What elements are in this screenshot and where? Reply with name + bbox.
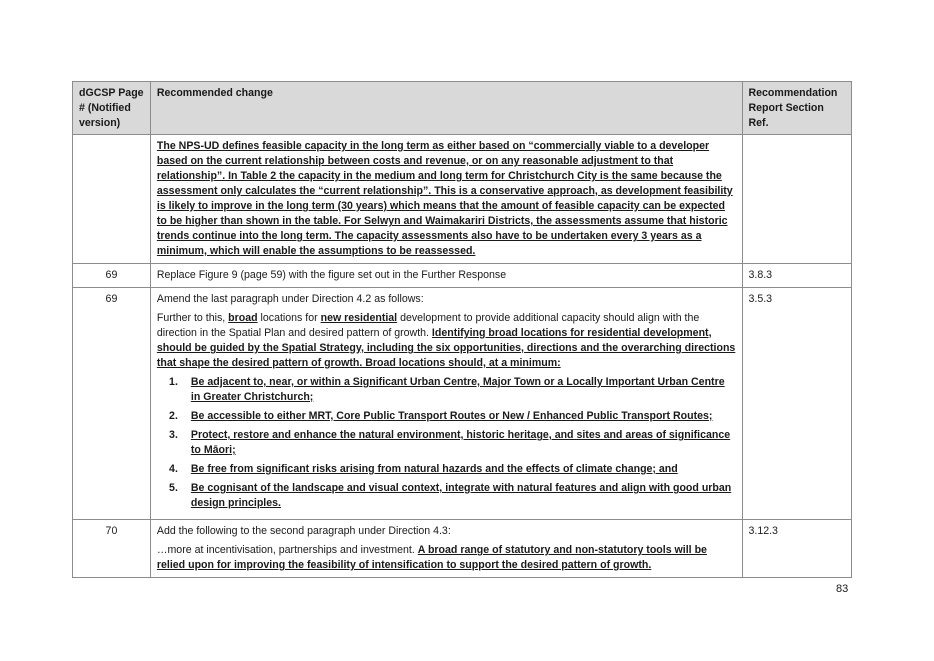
table-row — [73, 288, 852, 520]
list-item: 1. Be adjacent to, near, or within a Significant Urban Centre, Major Town or a Locally Important Urban Centre in Greater Christchurch; — [169, 376, 725, 403]
row-change — [150, 135, 742, 264]
list-item: 3. Protect, restore and enhance the natural environment, historic heritage, and sites and areas of significance to Māori; — [169, 429, 731, 456]
header-section-ref: Recommendation Report Section Ref. — [742, 82, 852, 135]
list-item: 5. Be cognisant of the landscape and visual context, integrate with natural features and align with good urban design principles. — [169, 482, 732, 509]
criteria-list — [157, 375, 736, 511]
table-row — [73, 135, 852, 264]
row-ref — [742, 135, 852, 264]
row-change: Replace Figure 9 (page 59) with the figure set out in the Further Response — [150, 264, 742, 288]
amended-paragraph: Further to this, broad locations for new residential development to provide additional capacity should align with the direction in the Spatial Plan and desired pattern of growth. Identifying broad locations for residential development, should be guided by the Spatial Strategy, including the six opportunities, directions and the overarching directions that shape the desired pattern of growth. Broad locations should, at a minimum: — [156, 312, 736, 369]
header-recommended-change: Recommended change — [150, 82, 742, 135]
intro-text: Add the following to the second paragraph under Direction 4.3: — [156, 525, 451, 537]
row-change — [150, 520, 742, 578]
row-page: 69 — [73, 264, 151, 288]
amended-paragraph: …more at incentivisation, partnerships and investment. A broad range of statutory and non-statutory tools will be relied upon for improving the feasibility of intensification to support the desired pattern of growth. — [156, 544, 707, 571]
page-number: 83 — [836, 583, 849, 595]
list-item: 2. Be accessible to either MRT, Core Public Transport Routes or New / Enhanced Public Transport Routes; — [169, 410, 713, 422]
row-change — [150, 288, 742, 520]
row-ref: 3.5.3 — [742, 288, 852, 520]
row-page: 70 — [73, 520, 151, 578]
row-page: 69 — [73, 288, 151, 520]
nps-ud-paragraph: The NPS-UD defines feasible capacity in the long term as either based on “commercially viable to a developer based on the current relationship between costs and revenue, or on any reasonable adjustment to that relationship”. In Table 2 the capacity in the medium and long term for Christchurch City is the same because the assessment only calculates the “current relationship”. This is a conservative approach, as development feasibility is likely to improve in the long term (30 years) which means that the amount of feasible capacity can be expected to be higher than shown in the table. For Selwyn and Waimakariri Districts, the assessments assume that historic trends continue into the long term. The capacity assessments also have to be undertaken every 3 years as a minimum, which will enable the assumptions to be reassessed. — [156, 140, 733, 257]
row-ref: 3.12.3 — [742, 520, 852, 578]
table-header-row — [73, 82, 852, 135]
intro-text: Amend the last paragraph under Direction 4.2 as follows: — [156, 293, 424, 305]
table-row — [73, 520, 852, 578]
list-item: 4. Be free from significant risks arising from natural hazards and the effects of climate change; and — [169, 463, 678, 475]
header-page-number: dGCSP Page # (Notified version) — [73, 82, 151, 135]
row-page — [73, 135, 151, 264]
recommendations-table — [72, 81, 852, 578]
table-row — [73, 264, 852, 288]
row-ref: 3.8.3 — [742, 264, 852, 288]
